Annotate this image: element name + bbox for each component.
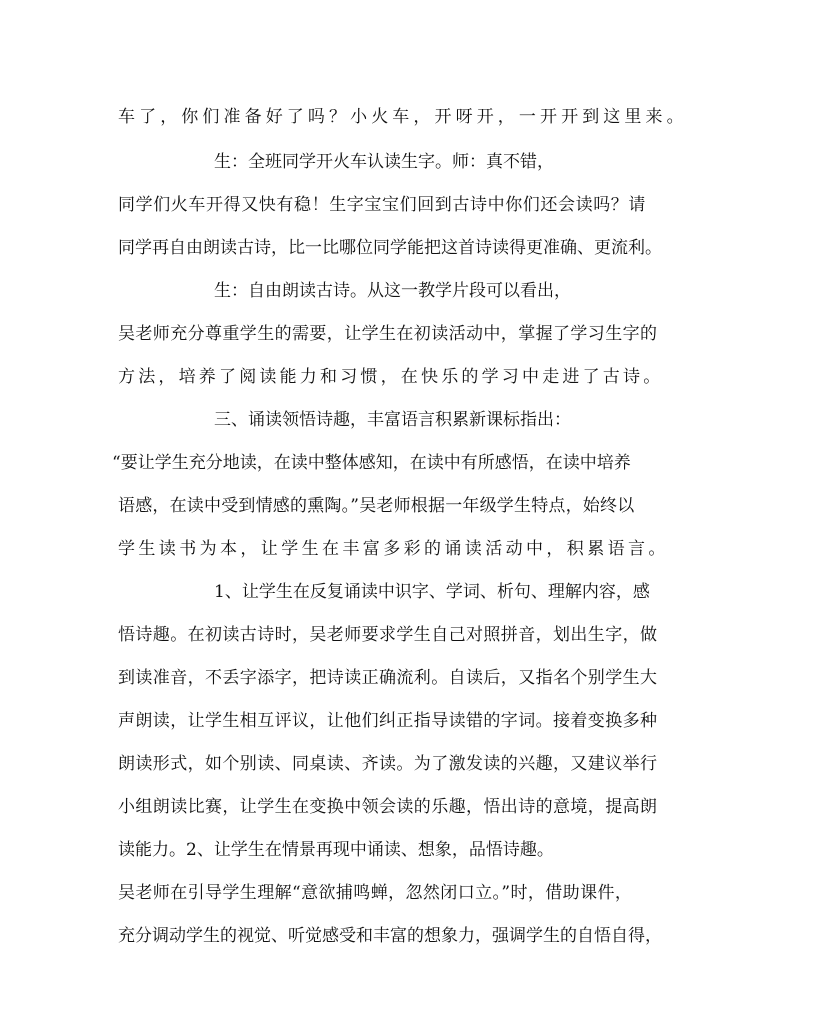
text-line-15 — [118, 709, 708, 733]
teacher-remark: 师：真不错， — [452, 152, 554, 172]
student-response: 生：自由朗读古诗。 — [214, 281, 367, 301]
text-segment: 同学们火车开得又快有稳！生字宝宝们回到古诗中你们还会读吗？请 — [118, 195, 646, 215]
text-segment: 朗读形式，如个别读、同桌读、齐读。为了激发读的兴趣，又建议举行 — [118, 754, 658, 774]
student-response: 生：全班同学开火车认读生字。 — [214, 152, 452, 172]
text-line-17 — [118, 795, 708, 819]
text-line-13 — [118, 623, 708, 647]
text-segment: 声朗读，让学生相互评议，让他们纠正指导读错的字词。接着变换多种 — [118, 711, 658, 731]
text-segment: 读能力。 — [118, 840, 186, 860]
text-line-12 — [118, 580, 708, 604]
text-line-6 — [118, 322, 708, 346]
text-line-8 — [118, 408, 708, 432]
text-segment: 小组朗读比赛，让学生在变换中领会读的乐趣，悟出诗的意境，提高朗 — [118, 797, 658, 817]
text-segment: 方法，培养了阅读能力和习惯，在快乐的学习中走进了古诗。 — [118, 367, 664, 387]
text-line-20 — [118, 924, 708, 948]
text-line-14 — [118, 666, 708, 690]
text-segment: 吴老师充分尊重学生的需要，让学生在初读活动中，掌握了学习生字的 — [118, 324, 658, 344]
text-line-11 — [118, 537, 708, 561]
text-line-4 — [118, 236, 708, 260]
text-line-1 — [118, 105, 708, 129]
quotation: “要让学生充分地读，在读中整体感知，在读中有所感悟，在读中培养 — [112, 453, 631, 473]
text-line-5 — [118, 279, 708, 303]
text-line-16 — [118, 752, 708, 776]
text-segment: 到读准音，不丢字添字，把诗读正确流利。自读后，又指名个别学生大 — [118, 668, 658, 688]
numbered-point: 2、让学生在情景再现中诵读、想象，品悟诗趣。 — [186, 840, 554, 860]
text-line-19 — [118, 881, 708, 905]
text-line-2 — [118, 150, 708, 174]
text-line-10 — [118, 494, 708, 518]
text-segment: 车了，你们准备好了吗？小火车，开呀开，一开开到这里来。 — [118, 107, 688, 127]
text-segment: 学生读书为本，让学生在丰富多彩的诵读活动中，积累语言。 — [118, 539, 669, 559]
numbered-point: 1、让学生在反复诵读中识字、学词、析句、理解内容，感 — [214, 582, 650, 602]
text-segment: 悟诗趣。在初读古诗时，吴老师要求学生自己对照拼音，划出生字，做 — [118, 625, 658, 645]
text-segment: 从这一教学片段可以看出， — [367, 281, 571, 301]
text-segment: 同学再自由朗读古诗，比一比哪位同学能把这首诗读得更准确、更流利。 — [118, 238, 662, 258]
text-line-18 — [118, 838, 708, 862]
text-segment: 吴老师在引导学生理解“意欲捕鸣蝉，忽然闭口立。”时，借助课件， — [118, 883, 633, 903]
text-line-9 — [112, 451, 702, 475]
text-segment: 语感，在读中受到情感的熏陶。”吴老师根据一年级学生特点，始终以 — [118, 496, 635, 516]
section-heading: 三、诵读领悟诗趣，丰富语言积累 — [214, 410, 469, 430]
text-segment: 充分调动学生的视觉、听觉感受和丰富的想象力，强调学生的自悟自得， — [118, 926, 662, 946]
text-line-3 — [118, 193, 708, 217]
text-line-7 — [118, 365, 708, 389]
text-segment: 新课标指出： — [469, 410, 571, 430]
